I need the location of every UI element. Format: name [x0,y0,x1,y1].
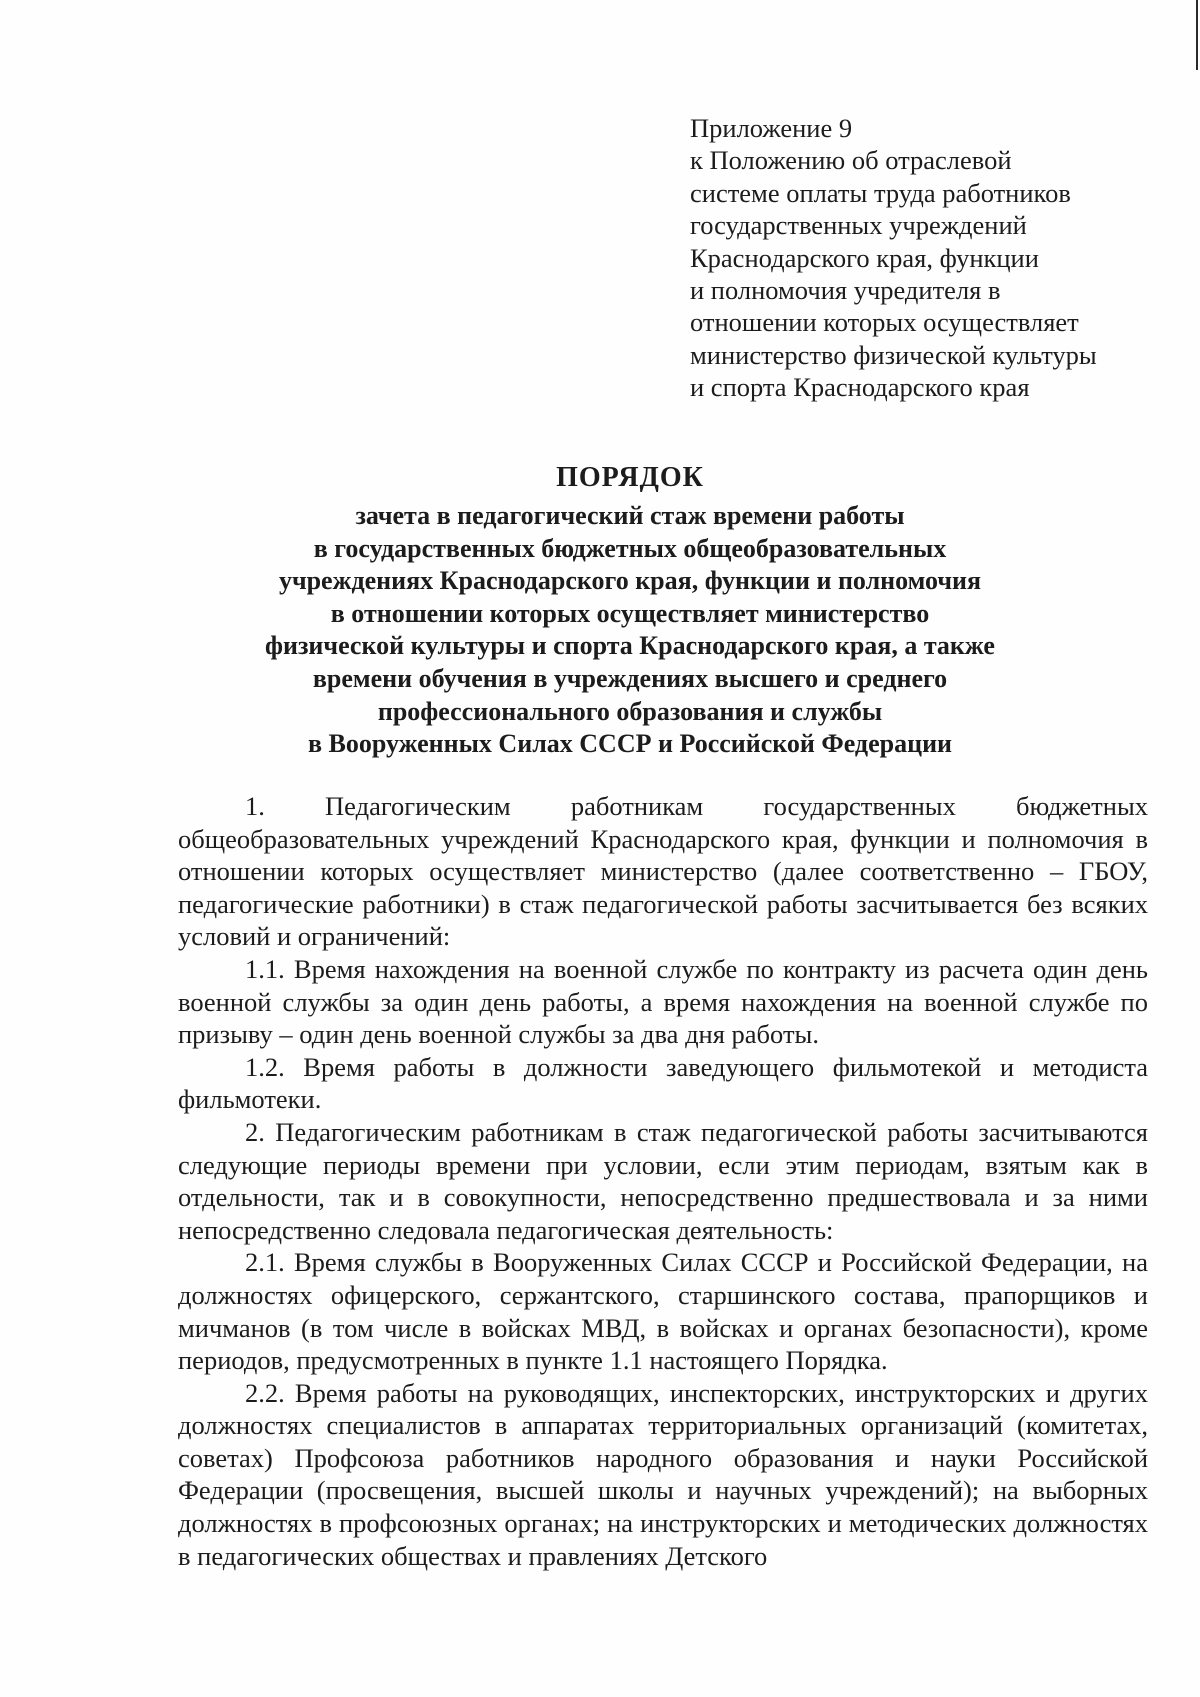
document-title-block [170,458,1090,761]
attachment-line: и полномочия учредителя в [690,275,1001,306]
scan-edge-mark [1196,0,1198,70]
attachment-line: Приложение 9 [690,113,853,143]
attachment-note [690,112,1160,404]
title-subtitle-line: в отношении которых осуществляет министерство [330,598,930,628]
title-subtitle-line: времени обучения в учреждениях высшего и среднего [312,663,948,693]
attachment-line: Краснодарского края, функции [690,242,1039,273]
attachment-line: государственных учреждений [690,210,1027,241]
paragraph-2: 2. Педагогическим работникам в стаж педагогической работы засчитываются следующие периоды времени при условии, если этим периодам, взятым как в отдельности, так и в совокупности, непосредственно предшествовала и за ними непосредственно следовала педагогическая деятельность: [178,1116,1148,1245]
attachment-line: системе оплаты труда работников [690,177,1071,208]
title-subtitle-line: учреждениях Краснодарского края, функции и полномочия [278,566,982,596]
paragraph-2-1: 2.1. Время службы в Вооруженных Силах СССР и Российской Федерации, на должностях офицерского, сержантского, старшинского состава, прапорщиков и мичманов (в том числе в войсках МВД, в войсках и органах безопасности), кроме периодов, предусмотренных в пункте 1.1 настоящего Порядка. [178,1247,1148,1376]
paragraph-1-2: 1.2. Время работы в должности заведующего фильмотекой и методиста фильмотеки. [178,1051,1148,1115]
attachment-line: отношении которых осуществляет [690,307,1079,338]
document-body [178,790,1148,1572]
paragraph-1: 1. Педагогическим работникам государственных бюджетных общеобразовательных учреждений Краснодарского края, функции и полномочия в отношении которых осуществляет министерство (далее соответственно – ГБОУ, педагогические работники) в стаж педагогической работы засчитывается без всяких условий и ограничений: [178,791,1148,952]
attachment-line: министерство физической культуры [690,339,1097,370]
attachment-line: и спорта Краснодарского края [690,372,1030,403]
attachment-line: к Положению об отраслевой [690,145,1012,176]
title-subtitle-line: профессионального образования и службы [377,696,883,726]
title-subtitle-line: физической культуры и спорта Краснодарского края, а также [265,631,995,661]
paragraph-2-2: 2.2. Время работы на руководящих, инспекторских, инструкторских и других должностях специалистов в аппаратах территориальных организаций (комитетах, советах) Профсоюза работников народного образования и науки Российской Федерации (просвещения, высшей школы и научных учреждений); на выборных должностях в профсоюзных органах; на инструкторских и методических должностях в педагогических обществах и правлениях Детского [178,1377,1148,1571]
title-subtitle-line: в государственных бюджетных общеобразовательных [313,533,947,563]
title-subtitle-line: зачета в педагогический стаж времени работы [355,501,905,530]
title-subtitle-line: в Вооруженных Силах СССР и Российской Федерации [307,729,953,759]
document-title: ПОРЯДОК [556,462,704,493]
paragraph-1-1: 1.1. Время нахождения на военной службе по контракту из расчета один день военной службы за один день работы, а время нахождения на военной службе по призыву – один день военной службы за два дня работы. [178,953,1148,1050]
